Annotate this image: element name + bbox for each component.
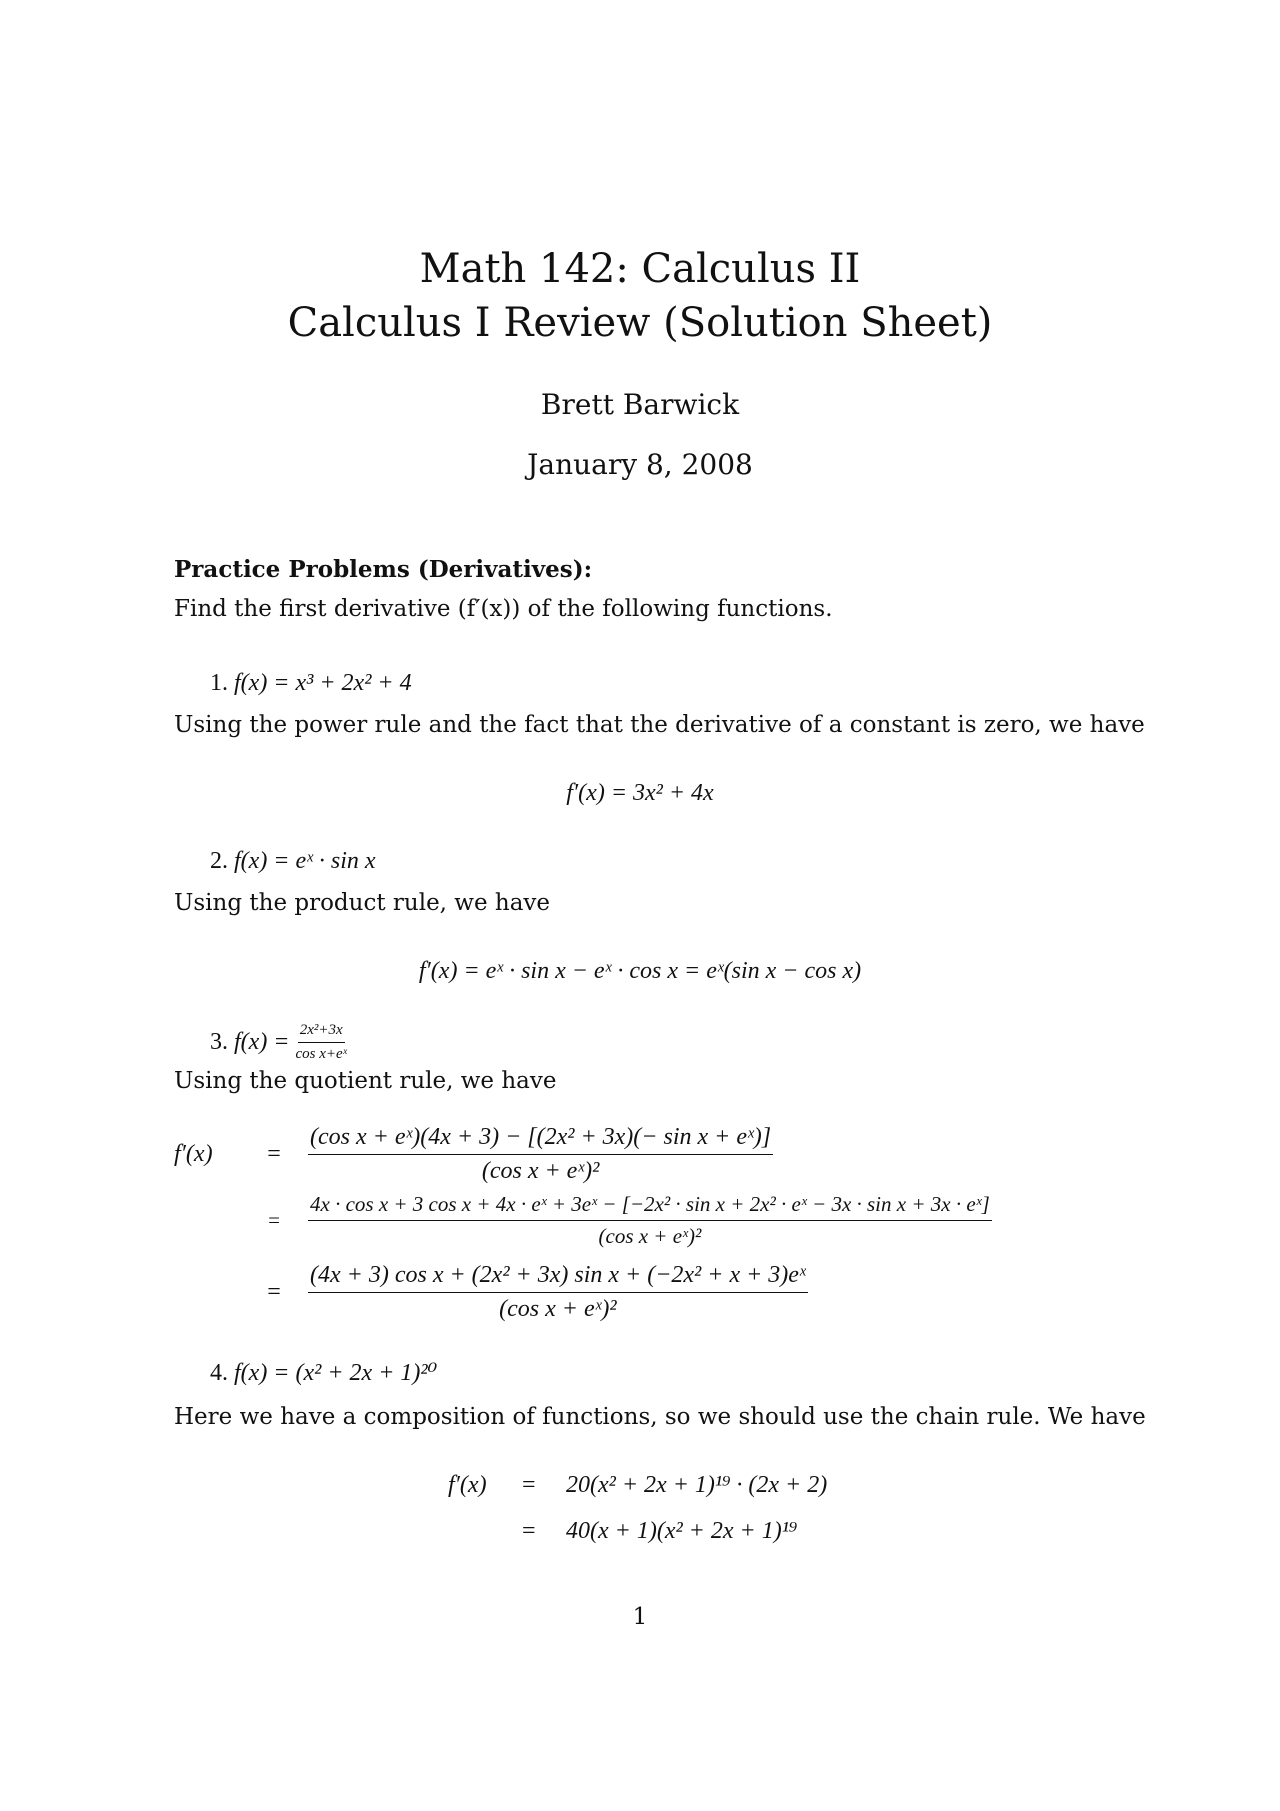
section-instructions: Find the first derivative (f′(x)) of the following functions.: [174, 596, 833, 622]
problem-3-step-2: [174, 1192, 996, 1249]
quotient-fraction: [308, 1262, 808, 1323]
fraction-denominator: cos x+eˣ: [295, 1046, 347, 1062]
problem-3-step-1: [174, 1124, 777, 1185]
problem-4-step-1: 20(x² + 2x + 1)¹⁹ · (2x + 2): [566, 1472, 828, 1498]
equals-sign: =: [267, 1279, 281, 1305]
page-number: 1: [632, 1604, 648, 1630]
fraction-numerator: (cos x + eˣ)(4x + 3) − [(2x² + 3x)(− sin x + eˣ)]: [308, 1124, 773, 1155]
problem-2-statement: [210, 848, 376, 875]
problem-function: f(x) = eˣ · sin x: [234, 848, 376, 874]
problem-4-step-2: 40(x + 1)(x² + 2x + 1)¹⁹: [566, 1518, 798, 1544]
problem-1-solution: f′(x) = 3x² + 4x: [566, 780, 714, 806]
quotient-fraction: [308, 1124, 773, 1185]
problem-3-statement: [210, 1022, 353, 1063]
fraction-denominator: (cos x + eˣ)²: [499, 1296, 617, 1322]
sheet-title: Calculus I Review (Solution Sheet): [287, 300, 993, 346]
derivative-lhs: f′(x): [174, 1141, 213, 1167]
problem-function: f(x) = (x² + 2x + 1)²⁰: [234, 1360, 438, 1386]
equals-sign: =: [522, 1518, 536, 1544]
author: Brett Barwick: [540, 388, 740, 421]
fraction-denominator: (cos x + eˣ)²: [481, 1158, 600, 1184]
equals-sign: =: [268, 1208, 280, 1232]
problem-1-explanation: Using the power rule and the fact that the derivative of a constant is zero, we have: [174, 712, 1145, 738]
course-title: Math 142: Calculus II: [419, 246, 861, 292]
problem-number: 3.: [210, 1029, 228, 1055]
problem-function: f(x) = x³ + 2x² + 4: [234, 670, 412, 696]
problem-2-explanation: Using the product rule, we have: [174, 890, 551, 916]
problem-number: 2.: [210, 848, 228, 874]
derivative-lhs: f′(x): [448, 1472, 487, 1498]
quotient-fraction: [308, 1192, 992, 1249]
fraction-numerator: (4x + 3) cos x + (2x² + 3x) sin x + (−2x² + x + 3)eˣ: [308, 1262, 808, 1293]
equals-sign: =: [267, 1141, 281, 1167]
problem-2-solution: f′(x) = eˣ · sin x − eˣ · cos x = eˣ(sin x − cos x): [418, 958, 862, 984]
problem-function-lhs: f(x) =: [234, 1029, 290, 1055]
date: January 8, 2008: [527, 448, 753, 481]
problem-4-explanation: Here we have a composition of functions, so we should use the chain rule. We have: [174, 1404, 1146, 1430]
section-heading: Practice Problems (Derivatives):: [174, 556, 593, 583]
fraction-denominator: (cos x + eˣ)²: [598, 1224, 702, 1248]
fraction-numerator: 2x²+3x: [298, 1022, 345, 1043]
problem-1-statement: [210, 670, 412, 697]
problem-3-step-3: [174, 1262, 812, 1323]
fraction-numerator: 4x · cos x + 3 cos x + 4x · eˣ + 3eˣ − [−2x² · sin x + 2x² · eˣ − 3x · sin x + 3x · eˣ]: [308, 1192, 992, 1221]
equals-sign: =: [522, 1472, 536, 1498]
problem-3-fraction: [294, 1022, 349, 1063]
problem-3-explanation: Using the quotient rule, we have: [174, 1068, 557, 1094]
problem-4-statement: [210, 1358, 437, 1387]
problem-number: 1.: [210, 670, 228, 696]
problem-number: 4.: [210, 1360, 228, 1386]
